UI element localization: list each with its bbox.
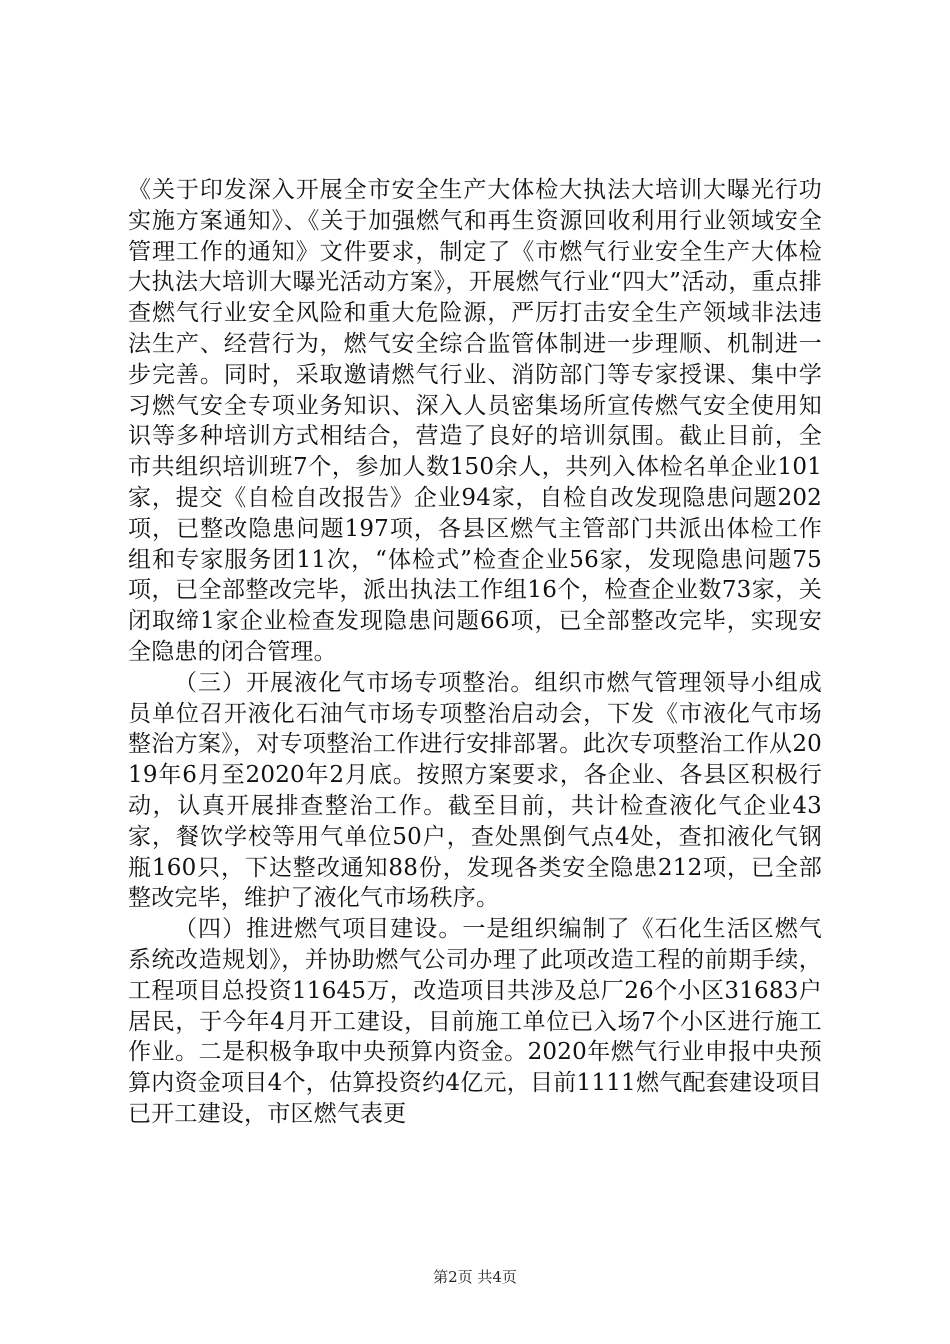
paragraph-safety-inspection: 《关于印发深入开展全市安全生产大体检大执法大培训大曝光行功实施方案通知》、《关于加强燃气和再生资源回收利用行业领域安全管理工作的通知》文件要求，制定了《市燃气行业安全生产大体检大执法大培训大曝光活动方案》，开展燃气行业“四大”活动，重点排查燃气行业安全风险和重大危险源，严厉打击安全生产领域非法违法生产、经营行为，燃气安全综合监管体制进一步理顺、机制进一步完善。同时，采取邀请燃气行业、消防部门等专家授课、集中学习燃气安全专项业务知识、深入人员密集场所宣传燃气安全使用知识等多种培训方式相结合，营造了良好的培训氛围。截止目前，全市共组织培训班7个，参加人数150余人，共列入体检名单企业101家，提交《自检自改报告》企业94家，自检自改发现隐患问题202项，已整改隐患问题197项，各县区燃气主管部门共派出体检工作组和专家服务团11次，“体检式”检查企业56家，发现隐患问题75项，已全部整改完毕，派出执法工作组16个，检查企业数73家，关闭取缔1家企业检查发现隐患问题66项，已全部整改完毕，实现安全隐患的闭合管理。 [128, 177, 822, 665]
page-number: 第2页 共4页 [433, 1268, 517, 1286]
document-body [128, 175, 822, 1130]
page-footer [0, 1266, 950, 1287]
paragraph-lpg-market-rectification: （三）开展液化气市场专项整治。组织市燃气管理领导小组成员单位召开液化石油气市场专项整治启动会，下发《市液化气市场整治方案》，对专项整治工作进行安排部署。此次专项整治工作从2019年6月至2020年2月底。按照方案要求，各企业、各县区积极行动，认真开展排查整治工作。截至目前，共计检查液化气企业43家，餐饮学校等用气单位50户，查处黑倒气点4处，查扣液化气钢瓶160只，下达整改通知88份，发现各类安全隐患212项，已全部整改完毕，维护了液化气市场秩序。 [128, 669, 822, 912]
paragraph-gas-project-construction: （四）推进燃气项目建设。一是组织编制了《石化生活区燃气系统改造规划》，并协助燃气公司办理了此项改造工程的前期手续，工程项目总投资11645万，改造项目共涉及总厂26个小区31683户居民，于今年4月开工建设，目前施工单位已入场7个小区进行施工作业。二是积极争取中央预算内资金。2020年燃气行业申报中央预算内资金项目4个，估算投资约4亿元，目前1111燃气配套建设项目已开工建设，市区燃气表更 [128, 916, 822, 1127]
